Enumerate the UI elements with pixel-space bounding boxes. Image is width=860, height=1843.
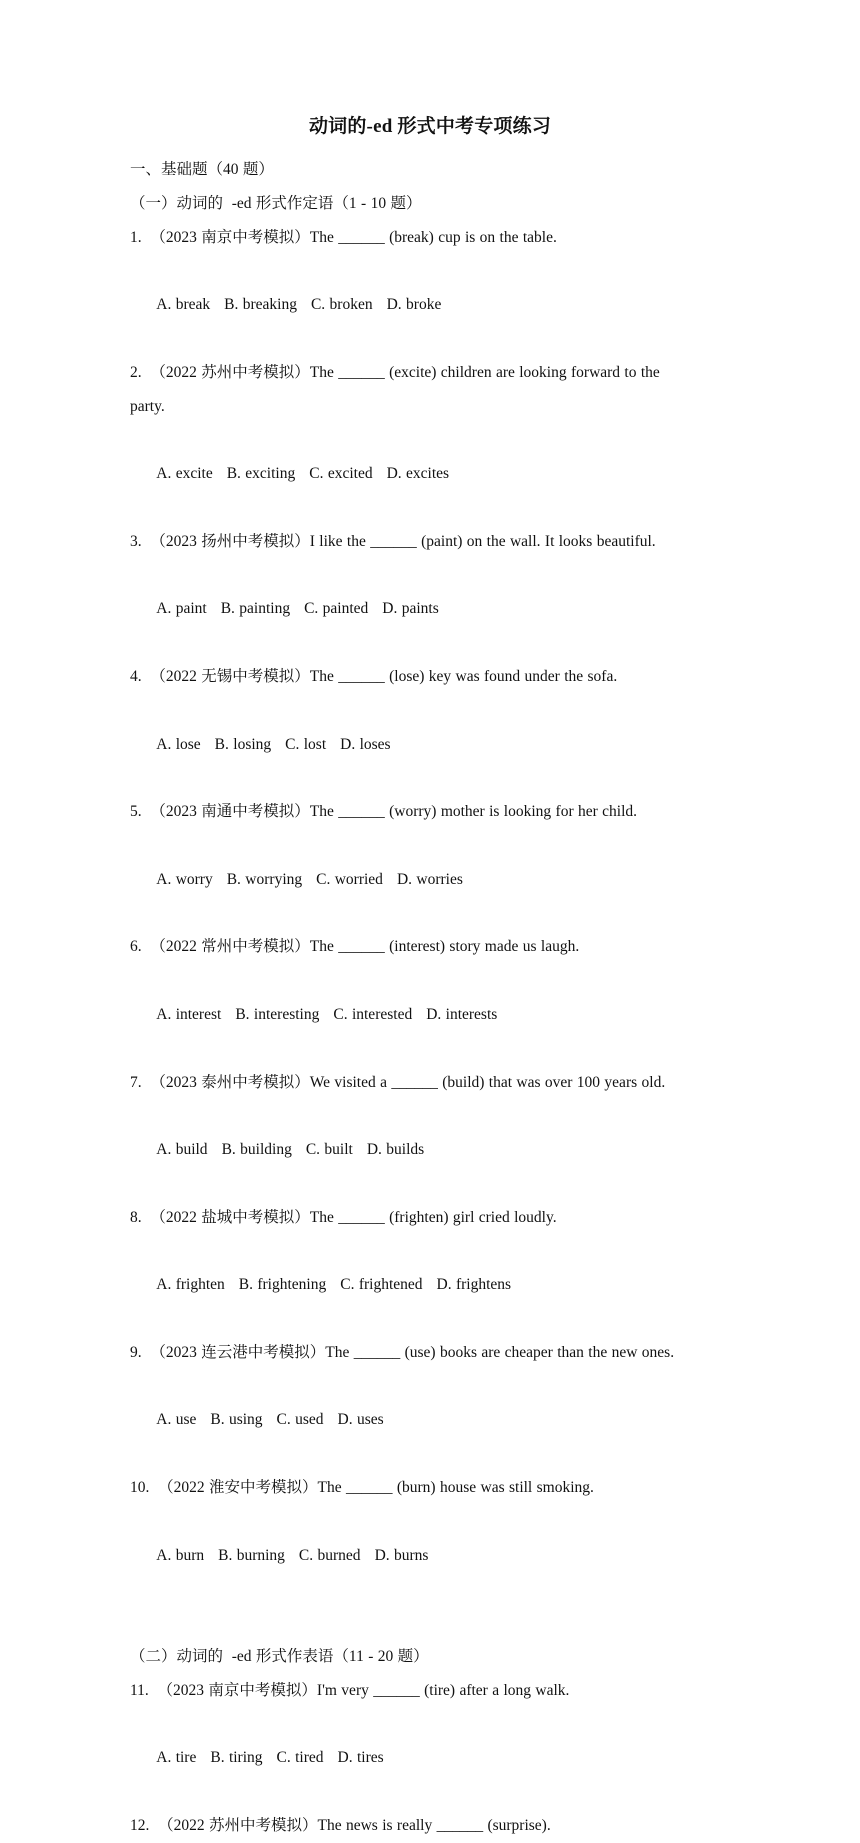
option-c: C. excited xyxy=(309,465,373,483)
option-a: A. lose xyxy=(156,735,201,753)
question-11-options xyxy=(130,1708,738,1809)
section-heading: 一、基础题（40 题） xyxy=(130,161,274,178)
question-4: 4. （2022 无锡中考模拟）The ______ (lose) key was found under the sofa. xyxy=(130,667,618,685)
question-8: 8. （2022 盐城中考模拟）The ______ (frighten) girl cried loudly. xyxy=(130,1208,557,1226)
option-c: C. interested xyxy=(333,1005,413,1023)
blank-line xyxy=(130,1606,738,1640)
option-d: D. broke xyxy=(386,296,442,314)
question-4-options xyxy=(130,694,738,795)
option-d: D. interests xyxy=(426,1005,498,1023)
option-a: A. tire xyxy=(156,1749,197,1767)
option-b: B. frightening xyxy=(238,1276,327,1294)
option-b: B. losing xyxy=(214,735,272,753)
option-a: A. burn xyxy=(156,1546,205,1564)
option-d: D. loses xyxy=(340,735,391,753)
question-2: 2. （2022 苏州中考模拟）The ______ (excite) children are looking forward to the xyxy=(130,363,660,381)
question-11: 11. （2023 南京中考模拟）I'm very ______ (tire) after a long walk. xyxy=(130,1681,570,1699)
option-c: C. used xyxy=(276,1411,324,1429)
question-3: 3. （2023 扬州中考模拟）I like the ______ (paint) on the wall. It looks beautiful. xyxy=(130,532,656,550)
option-c: C. frightened xyxy=(340,1276,423,1294)
option-d: D. burns xyxy=(374,1546,429,1564)
question-1-options xyxy=(130,254,738,355)
question-1: 1. （2023 南京中考模拟）The ______ (break) cup is on the table. xyxy=(130,228,557,246)
option-d: D. excites xyxy=(386,465,450,483)
option-c: C. painted xyxy=(304,600,369,618)
option-b: B. worrying xyxy=(226,870,303,888)
option-a: A. use xyxy=(156,1411,197,1429)
option-b: B. tiring xyxy=(210,1749,263,1767)
subsection-heading: （二）动词的 -ed 形式作表语（11 - 20 题） xyxy=(130,1648,429,1666)
question-7-options xyxy=(130,1099,738,1200)
option-d: D. builds xyxy=(366,1141,425,1159)
option-b: B. interesting xyxy=(235,1005,320,1023)
option-d: D. paints xyxy=(382,600,439,618)
option-b: B. burning xyxy=(218,1546,285,1564)
option-d: D. tires xyxy=(337,1749,384,1767)
option-a: A. frighten xyxy=(156,1276,225,1294)
option-d: D. frightens xyxy=(436,1276,512,1294)
question-7: 7. （2023 泰州中考模拟）We visited a ______ (build) that was over 100 years old. xyxy=(130,1073,666,1091)
question-5-options xyxy=(130,829,738,930)
question-6: 6. （2022 常州中考模拟）The ______ (interest) story made us laugh. xyxy=(130,938,580,956)
option-a: A. build xyxy=(156,1141,208,1159)
option-b: B. breaking xyxy=(224,296,297,314)
option-a: A. excite xyxy=(156,465,213,483)
question-8-options xyxy=(130,1235,738,1336)
option-a: A. interest xyxy=(156,1005,222,1023)
document-body xyxy=(130,153,738,1843)
option-c: C. broken xyxy=(310,296,373,314)
subsection-heading: （一）动词的 -ed 形式作定语（1 - 10 题） xyxy=(130,194,422,212)
option-c: C. burned xyxy=(298,1546,361,1564)
option-c: C. built xyxy=(305,1141,353,1159)
option-c: C. tired xyxy=(276,1749,324,1767)
option-d: D. uses xyxy=(337,1411,384,1429)
option-b: B. painting xyxy=(220,600,291,618)
option-a: A. paint xyxy=(156,600,207,618)
option-d: D. worries xyxy=(396,870,463,888)
question-3-options xyxy=(130,559,738,660)
option-b: B. exciting xyxy=(226,465,296,483)
option-a: A. worry xyxy=(156,870,213,888)
option-c: C. worried xyxy=(316,870,383,888)
question-9: 9. （2023 连云港中考模拟）The ______ (use) books are cheaper than the new ones. xyxy=(130,1343,675,1361)
question-2-continued: party. xyxy=(130,397,165,415)
question-9-options xyxy=(130,1370,738,1471)
question-10: 10. （2022 淮安中考模拟）The ______ (burn) house was still smoking. xyxy=(130,1479,594,1497)
page-title: 动词的-ed 形式中考专项练习 xyxy=(308,116,552,137)
option-c: C. lost xyxy=(285,735,327,753)
question-5: 5. （2023 南通中考模拟）The ______ (worry) mother is looking for her child. xyxy=(130,803,638,821)
option-b: B. building xyxy=(221,1141,292,1159)
question-2-options xyxy=(130,423,738,524)
option-b: B. using xyxy=(210,1411,263,1429)
question-10-options xyxy=(130,1505,738,1606)
question-6-options xyxy=(130,964,738,1065)
question-12: 12. （2022 苏州中考模拟）The news is really ______ (surprise). xyxy=(130,1817,551,1835)
option-a: A. break xyxy=(156,296,211,314)
